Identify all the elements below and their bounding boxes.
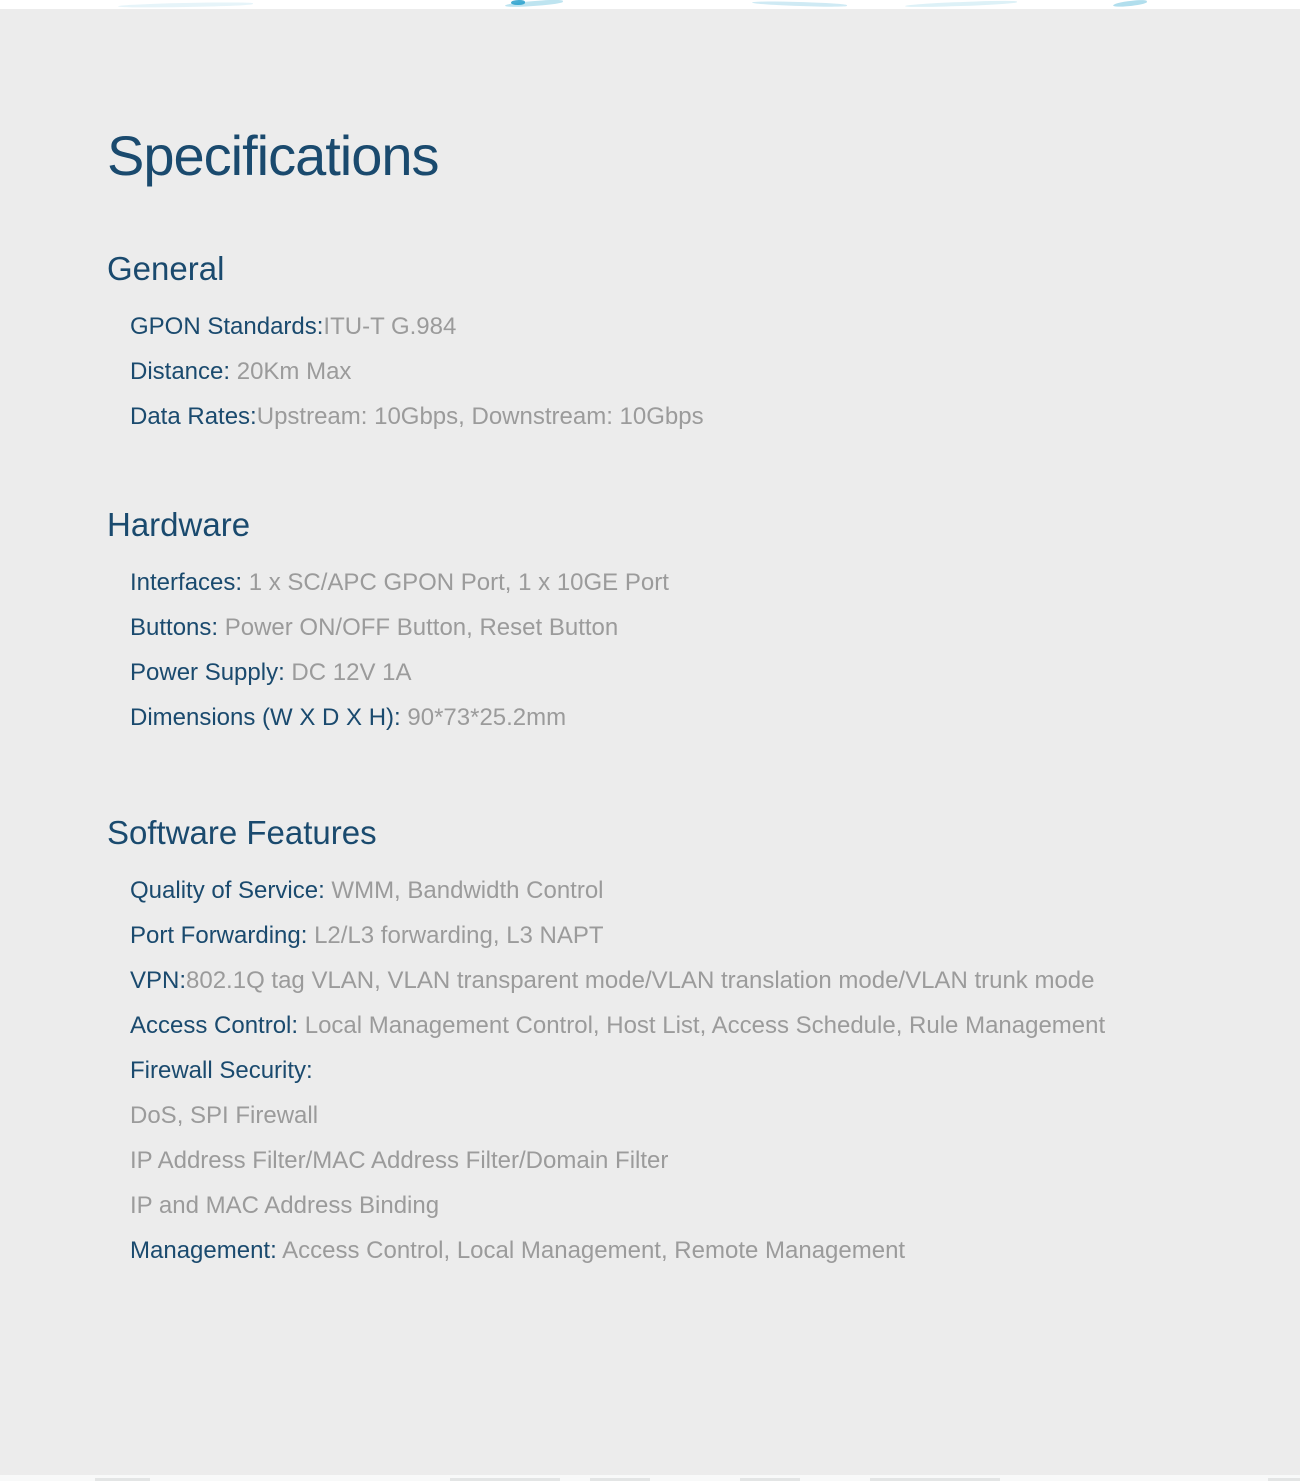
spec-label: Firewall Security: bbox=[130, 1057, 313, 1085]
spec-value: Power ON/OFF Button, Reset Button bbox=[218, 614, 619, 642]
section-rows bbox=[130, 304, 1300, 439]
spec-value: 90*73*25.2mm bbox=[400, 704, 567, 732]
spec-label: Dimensions (W X D X H): bbox=[130, 704, 401, 732]
spec-value: 1 x SC/APC GPON Port, 1 x 10GE Port bbox=[242, 569, 669, 597]
spec-value: DoS, SPI Firewall bbox=[130, 1102, 319, 1130]
specifications-page bbox=[0, 126, 1300, 1273]
spec-row-data-rates bbox=[130, 394, 1300, 439]
spec-value: 802.1Q tag VLAN, VLAN transparent mode/VLAN translation mode/VLAN trunk mode bbox=[186, 967, 1095, 995]
spec-label: Interfaces: bbox=[130, 569, 243, 597]
spec-value: IP Address Filter/MAC Address Filter/Domain Filter bbox=[130, 1147, 669, 1175]
decorative-cyan-mark bbox=[905, 0, 1017, 8]
spec-value: IP and MAC Address Binding bbox=[130, 1192, 440, 1220]
spec-row-quality-of-service bbox=[130, 868, 1300, 913]
spec-label: Access Control: bbox=[130, 1012, 299, 1040]
spec-row-dimensions bbox=[130, 695, 1300, 740]
spec-label: Management: bbox=[130, 1237, 277, 1265]
spec-row-power-supply bbox=[130, 650, 1300, 695]
page-title: Specifications bbox=[107, 124, 439, 187]
spec-value: ITU-T G.984 bbox=[323, 313, 457, 341]
spec-label: Power Supply: bbox=[130, 659, 285, 687]
section-heading-software-features: Software Features bbox=[107, 814, 377, 852]
spec-value: WMM, Bandwidth Control bbox=[324, 877, 604, 905]
section-heading-general: General bbox=[107, 250, 225, 288]
section-rows bbox=[130, 868, 1300, 1273]
spec-row-interfaces bbox=[130, 560, 1300, 605]
spec-label: Buttons: bbox=[130, 614, 219, 642]
spec-label: Distance: bbox=[130, 358, 231, 386]
spec-row-ip-mac-binding bbox=[130, 1183, 1300, 1228]
spec-label: GPON Standards: bbox=[130, 313, 324, 341]
section-software-features bbox=[0, 814, 1300, 1273]
decorative-cyan-mark bbox=[511, 0, 525, 5]
section-general bbox=[0, 250, 1300, 439]
section-hardware bbox=[0, 506, 1300, 740]
spec-value: Local Management Control, Host List, Access Schedule, Rule Management bbox=[298, 1012, 1106, 1040]
decorative-cyan-mark bbox=[1113, 0, 1147, 8]
section-heading-hardware: Hardware bbox=[107, 506, 251, 544]
spec-row-address-filters bbox=[130, 1138, 1300, 1183]
spec-row-dos-spi-firewall bbox=[130, 1093, 1300, 1138]
spec-value: DC 12V 1A bbox=[284, 659, 412, 687]
spec-value: L2/L3 forwarding, L3 NAPT bbox=[307, 922, 604, 950]
spec-row-access-control bbox=[130, 1003, 1300, 1048]
top-divider-strip bbox=[0, 0, 1300, 9]
spec-row-distance bbox=[130, 349, 1300, 394]
spec-row-firewall-security bbox=[130, 1048, 1300, 1093]
section-rows bbox=[130, 560, 1300, 740]
spec-row-port-forwarding bbox=[130, 913, 1300, 958]
spec-value: Upstream: 10Gbps, Downstream: 10Gbps bbox=[256, 403, 704, 431]
spec-row-gpon-standards bbox=[130, 304, 1300, 349]
spec-row-buttons bbox=[130, 605, 1300, 650]
spec-label: VPN: bbox=[130, 967, 187, 995]
spec-row-vpn bbox=[130, 958, 1300, 1003]
decorative-cyan-mark bbox=[118, 2, 253, 8]
spec-label: Data Rates: bbox=[130, 403, 257, 431]
spec-value: 20Km Max bbox=[230, 358, 352, 386]
spec-label: Port Forwarding: bbox=[130, 922, 308, 950]
bottom-divider-strip bbox=[0, 1475, 1300, 1481]
spec-value: Access Control, Local Management, Remote Management bbox=[276, 1237, 906, 1265]
decorative-cyan-mark bbox=[752, 0, 847, 7]
spec-row-management bbox=[130, 1228, 1300, 1273]
spec-label: Quality of Service: bbox=[130, 877, 325, 905]
